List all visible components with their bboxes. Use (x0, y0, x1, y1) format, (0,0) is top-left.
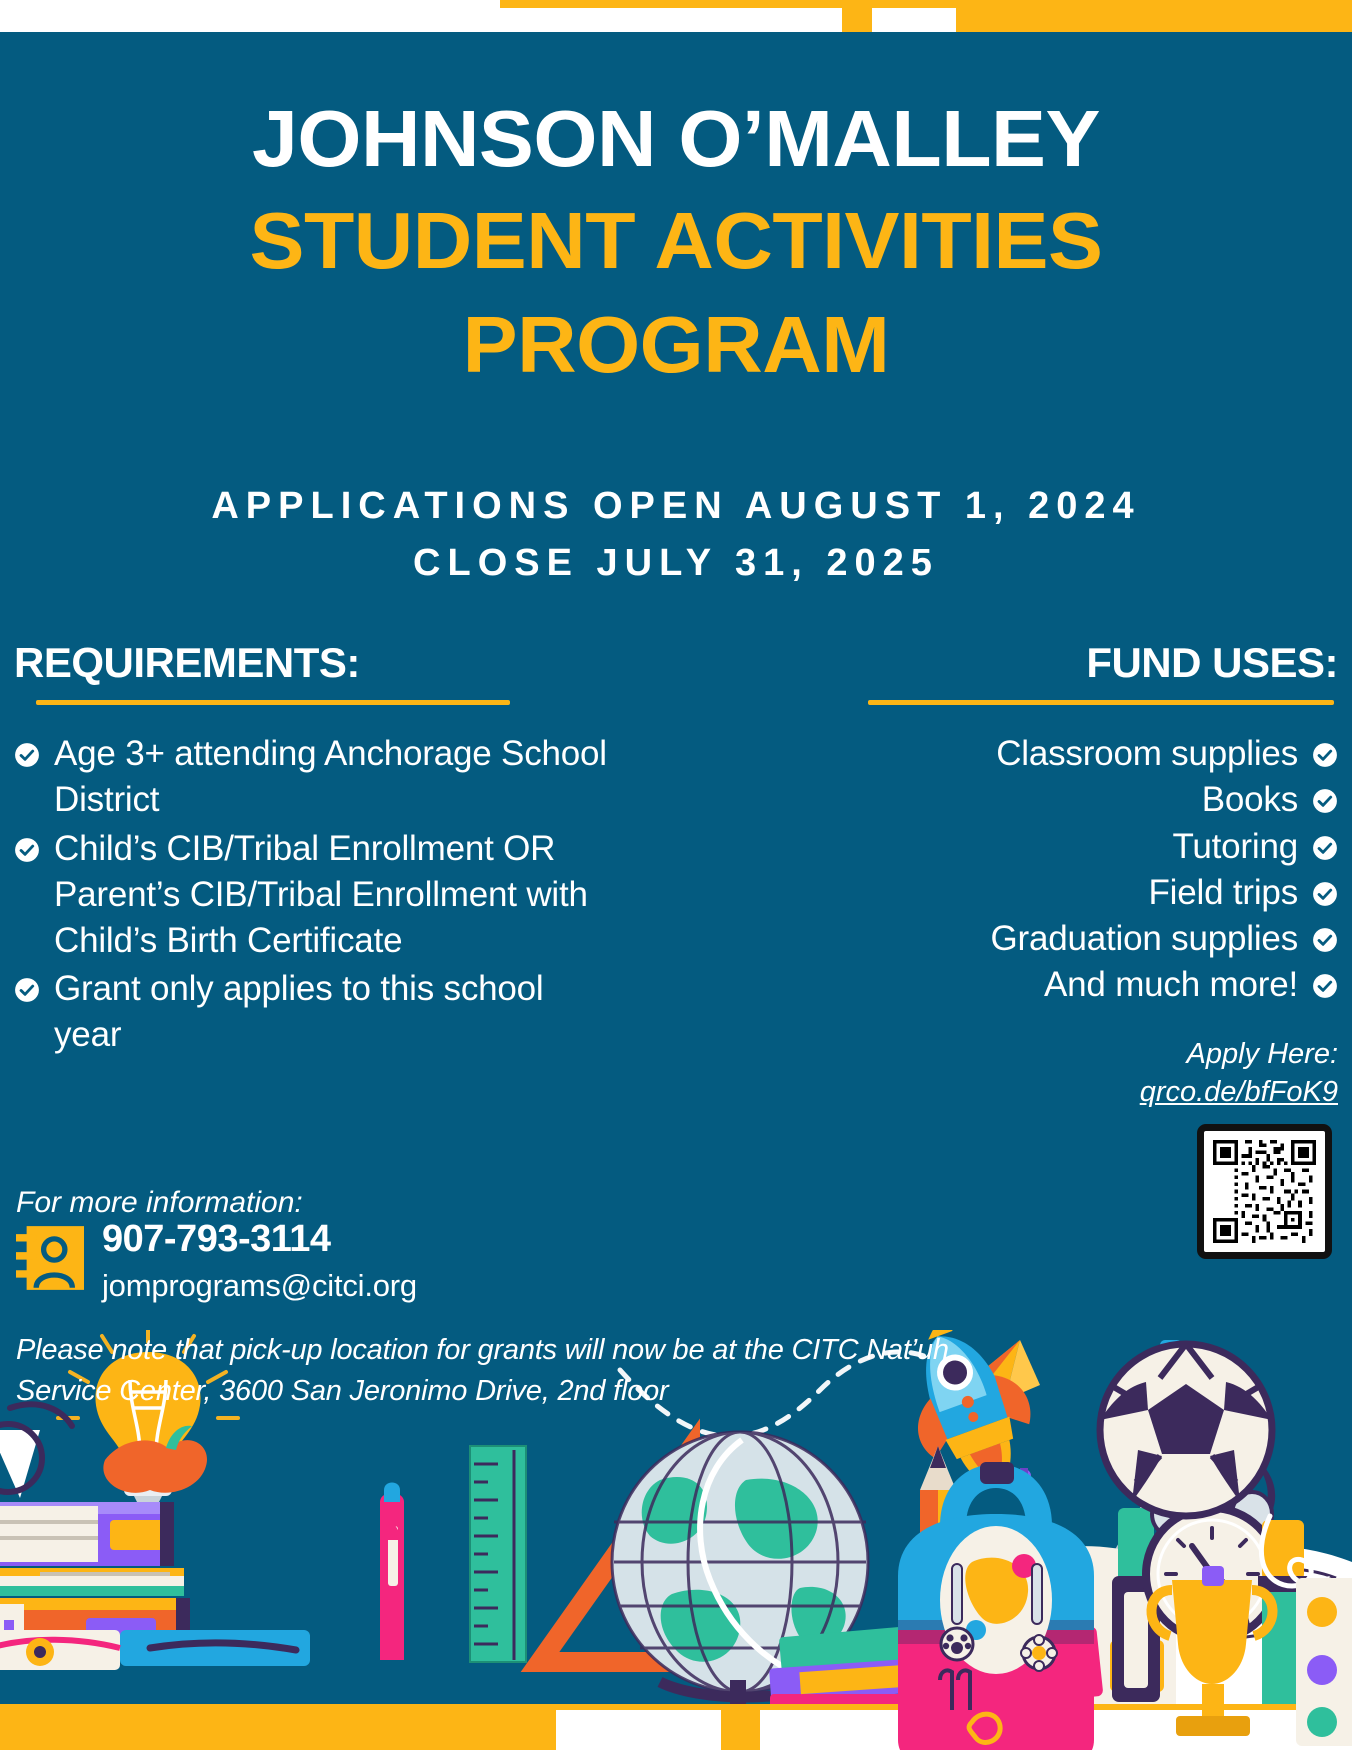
fund-use-text: Field trips (1148, 872, 1298, 912)
phone-number[interactable]: 907-793-3114 (102, 1218, 331, 1260)
requirement-text: Child’s CIB/Tribal Enrollment OR Parent’s CIB/Tribal Enrollment with Child’s Birth Certificate (54, 828, 588, 960)
list-item (758, 870, 1338, 916)
headline-line2: STUDENT ACTIVITIES (249, 196, 1103, 286)
top-decorative-bar (0, 0, 1352, 32)
check-circle-icon (1312, 742, 1338, 768)
fund-use-text: Tutoring (1172, 826, 1298, 866)
qr-code[interactable] (1197, 1124, 1332, 1259)
fund-uses-underline (868, 700, 1334, 705)
top-bar-white-middle (500, 8, 842, 32)
list-item (14, 731, 614, 823)
fund-uses-list (758, 731, 1338, 1008)
fund-use-text: Classroom supplies (996, 734, 1298, 774)
fund-use-text: Graduation supplies (990, 918, 1298, 958)
dates-open-line: APPLICATIONS OPEN AUGUST 1, 2024 (211, 485, 1141, 527)
list-item (758, 731, 1338, 777)
check-circle-icon (14, 837, 40, 863)
check-circle-icon (1312, 835, 1338, 861)
contact-card-icon (16, 1224, 84, 1292)
headline-line1: JOHNSON O’MALLEY (252, 94, 1100, 183)
check-circle-icon (1312, 973, 1338, 999)
dates-close-line: CLOSE JULY 31, 2025 (413, 542, 939, 584)
contact-block (16, 1220, 417, 1306)
requirements-section (14, 640, 614, 1061)
headline-line3: PROGRAM (462, 299, 890, 389)
check-circle-icon (1312, 927, 1338, 953)
list-item (14, 966, 614, 1058)
qr-code-svg (1213, 1140, 1316, 1243)
requirement-text: Age 3+ attending Anchorage School District (54, 734, 607, 820)
fund-use-text: Books (1201, 780, 1298, 820)
email-address[interactable]: jomprograms@citci.org (102, 1268, 417, 1303)
fund-uses-title: FUND USES: (1086, 639, 1338, 686)
headline-block (0, 96, 1352, 390)
check-circle-icon (14, 742, 40, 768)
list-item (758, 777, 1338, 823)
requirement-text: Grant only applies to this school year (54, 969, 544, 1055)
apply-here-block (1140, 1036, 1338, 1111)
check-circle-icon (1312, 881, 1338, 907)
list-item (758, 916, 1338, 962)
check-circle-icon (14, 977, 40, 1003)
contact-text-group (102, 1220, 417, 1306)
list-item (758, 824, 1338, 870)
top-bar-white-left (0, 0, 500, 32)
top-bar-white-gap (872, 8, 956, 32)
apply-here-url[interactable]: qrco.de/bfFoK9 (1139, 1075, 1338, 1108)
list-item (758, 962, 1338, 1008)
fund-use-text: And much more! (1044, 965, 1298, 1005)
more-information-label: For more information: (16, 1186, 303, 1219)
list-item (14, 826, 614, 965)
check-circle-icon (1312, 788, 1338, 814)
pickup-location-note: Please note that pick-up location for grants will now be at the CITC Nat’uh Service Center, 3600 San Jeronimo Drive, 2nd floor (16, 1334, 949, 1408)
requirements-list (14, 731, 614, 1058)
fund-uses-section (758, 640, 1338, 1008)
apply-here-label: Apply Here: (1186, 1038, 1338, 1070)
requirements-underline (36, 700, 510, 705)
application-dates (0, 478, 1352, 592)
requirements-title: REQUIREMENTS: (14, 639, 360, 686)
